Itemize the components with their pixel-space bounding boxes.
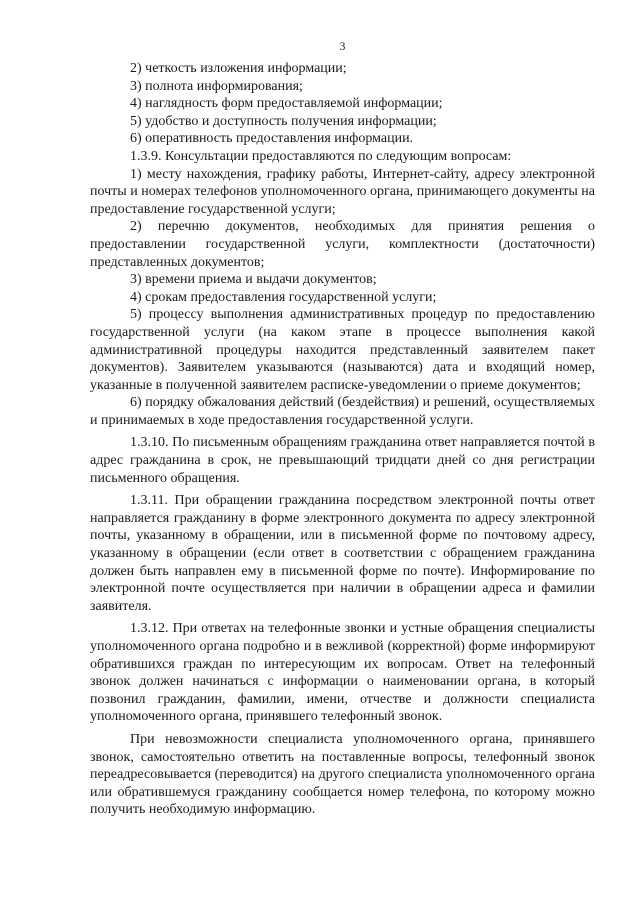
list-item-visibility: 4) наглядность форм предоставляемой информации; — [130, 96, 443, 112]
document-page — [90, 40, 595, 819]
list-item-completeness: 3) полнота информирования; — [130, 78, 303, 94]
consultation-item-4: 4) срокам предоставления государственной услуги; — [130, 289, 437, 305]
section-1-3-10: 1.3.10. По письменным обращениям гражданина ответ направляется почтой в адрес гражданина в срок, не превышающий тридцати дней со дня регистрации письменного обращения. — [90, 435, 595, 486]
section-1-3-9-heading: 1.3.9. Консультации предоставляются по следующим вопросам: — [130, 148, 512, 164]
list-item-convenience: 5) удобство и доступность получения информации; — [130, 113, 437, 129]
list-item-promptness: 6) оперативность предоставления информации. — [130, 131, 414, 147]
consultation-item-2: 2) перечню документов, необходимых для принятия решения о предоставлении государственной услуги, комплектности (достаточности) представленных документов; — [90, 219, 595, 270]
consultation-item-3: 3) времени приема и выдачи документов; — [130, 272, 377, 288]
consultation-item-5: 5) процессу выполнения административных процедур по предоставлению государственной услуги (на каком этапе в процессе выполнения какой административной процедуры находится представленный заявителем пакет документов). Заявителем указываются (называются) дата и входящий номер, указанные в полученной заявителем расписке-уведомлении о приеме документов; — [90, 307, 595, 393]
consultation-item-1: 1) месту нахождения, графику работы, Интернет-сайту, адресу электронной почты и номерах телефонов уполномоченного органа, принимающего документы на предоставление государственной услуги; — [90, 166, 595, 217]
redirect-paragraph: При невозможности специалиста уполномоченного органа, принявшего звонок, самостоятельно ответить на поставленные вопросы, телефонный звонок переадресовывается (переводится) на другого специалиста уполномоченного органа или обратившемуся гражданину сообщается номер телефона, по которому можно получить необходимую информацию. — [90, 731, 595, 818]
page-number: 3 — [339, 41, 346, 53]
consultation-item-6: 6) порядку обжалования действий (бездействия) и решений, осуществляемых и принимаемых в ходе предоставления государственной услуги. — [90, 395, 595, 428]
section-1-3-11: 1.3.11. При обращении гражданина посредством электронной почты ответ направляется гражданину в форме электронного документа по адресу электронной почты, указанному в обращении, или в письменной форме по почтовому адресу, указанному в обращении (если ответ в соответствии с обращением гражданина должен быть направлен ему в письменной форме по почте). Информирование по электронной почте осуществляется при наличии в обращении адреса и фамилии заявителя. — [90, 493, 595, 614]
list-item-clarity: 2) четкость изложения информации; — [130, 61, 347, 76]
section-1-3-12: 1.3.12. При ответах на телефонные звонки и устные обращения специалисты уполномоченного органа подробно и в вежливой (корректной) форме информируют обратившихся граждан по интересующим их вопросам. Ответ на телефонный звонок должен начинаться с информации о наименовании органа, в который позвонил гражданин, фамилии, имени, отчестве и должности специалиста уполномоченного органа, принявшего телефонный звонок. — [90, 621, 595, 725]
